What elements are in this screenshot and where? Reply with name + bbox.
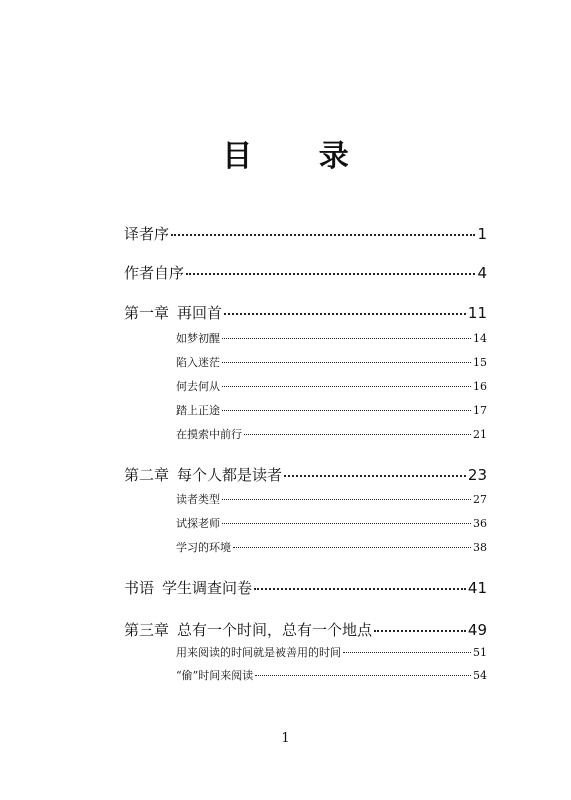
dot-leader <box>171 234 475 236</box>
toc-entry-label: “偷”时间来阅读 <box>176 669 254 682</box>
dot-leader <box>233 547 471 548</box>
toc-sub-entry <box>176 402 487 418</box>
toc-entry-page: 14 <box>473 332 487 345</box>
dot-leader <box>374 630 466 632</box>
toc-chapter-entry <box>124 619 487 640</box>
toc-sub-entry <box>176 354 487 370</box>
toc-entry-page: 27 <box>473 493 487 506</box>
toc-entry-page: 23 <box>467 466 487 484</box>
chapter-number: 第一章 <box>124 304 170 322</box>
toc-sub-entry <box>176 491 487 507</box>
toc-title: 目 录 <box>222 139 377 174</box>
toc-entry-page: 54 <box>473 669 487 682</box>
toc-entry-label: 作者自序 <box>124 264 185 282</box>
toc-entry-page: 16 <box>473 380 487 393</box>
toc-chapter-entry <box>124 464 487 485</box>
toc-entry-page: 38 <box>473 541 487 554</box>
toc-sub-entry <box>176 330 487 346</box>
dot-leader <box>222 523 471 524</box>
toc-entry-page: 51 <box>473 646 487 659</box>
toc-sub-entry <box>176 515 487 531</box>
toc-entry-label: 试探老师 <box>176 517 220 530</box>
toc-entry-page: 11 <box>467 304 487 322</box>
dot-leader <box>254 588 466 590</box>
toc-entry-label: 每个人都是读者 <box>177 466 283 484</box>
toc-entry-label: 踏上正途 <box>176 404 220 417</box>
toc-entry-label: 总有一个时间，总有一个地点 <box>177 621 373 639</box>
toc-entry-label: 在摸索中前行 <box>176 428 242 441</box>
toc-sub-entry <box>176 378 487 394</box>
chapter-number: 第三章 <box>124 621 170 639</box>
dot-leader <box>222 386 471 387</box>
dot-leader <box>222 338 471 339</box>
toc-entry-page: 36 <box>473 517 487 530</box>
toc-entry-page: 1 <box>477 225 487 243</box>
chapter-number: 书语 <box>124 579 155 597</box>
toc-entry-label: 何去何从 <box>176 380 220 393</box>
toc-entry-label: 用来阅读的时间就是被善用的时间 <box>176 646 341 659</box>
toc-sub-entry <box>176 644 487 660</box>
dot-leader <box>186 273 475 275</box>
toc-chapter-entry <box>124 577 487 598</box>
dot-leader <box>222 499 471 500</box>
chapter-number: 第二章 <box>124 466 170 484</box>
dot-leader <box>255 675 471 676</box>
toc-chapter-entry <box>124 302 487 323</box>
dot-leader <box>343 652 471 653</box>
dot-leader <box>244 434 471 435</box>
toc-entry-label: 如梦初醒 <box>176 332 220 345</box>
toc-entry-label: 陷入迷茫 <box>176 356 220 369</box>
toc-sub-entry <box>176 539 487 555</box>
toc-entry-page: 17 <box>473 404 487 417</box>
toc-entry-label: 再回首 <box>177 304 223 322</box>
page-number: 1 <box>281 731 290 746</box>
dot-leader <box>222 362 471 363</box>
dot-leader <box>284 475 466 477</box>
toc-entry-page: 49 <box>467 621 487 639</box>
dot-leader <box>222 410 471 411</box>
toc-entry-label: 学习的环境 <box>176 541 231 554</box>
dot-leader <box>224 313 466 315</box>
toc-entry-label: 学生调查问卷 <box>162 579 253 597</box>
toc-entry-page: 15 <box>473 356 487 369</box>
toc-sub-entry <box>176 426 487 442</box>
toc-entry-label: 译者序 <box>124 225 170 243</box>
toc-entry <box>124 223 487 244</box>
toc-entry-page: 21 <box>473 428 487 441</box>
toc-entry-page: 4 <box>477 264 487 282</box>
toc-sub-entry <box>176 667 487 683</box>
toc-entry-page: 41 <box>467 579 487 597</box>
toc-entry <box>124 262 487 283</box>
toc-entry-label: 读者类型 <box>176 493 220 506</box>
